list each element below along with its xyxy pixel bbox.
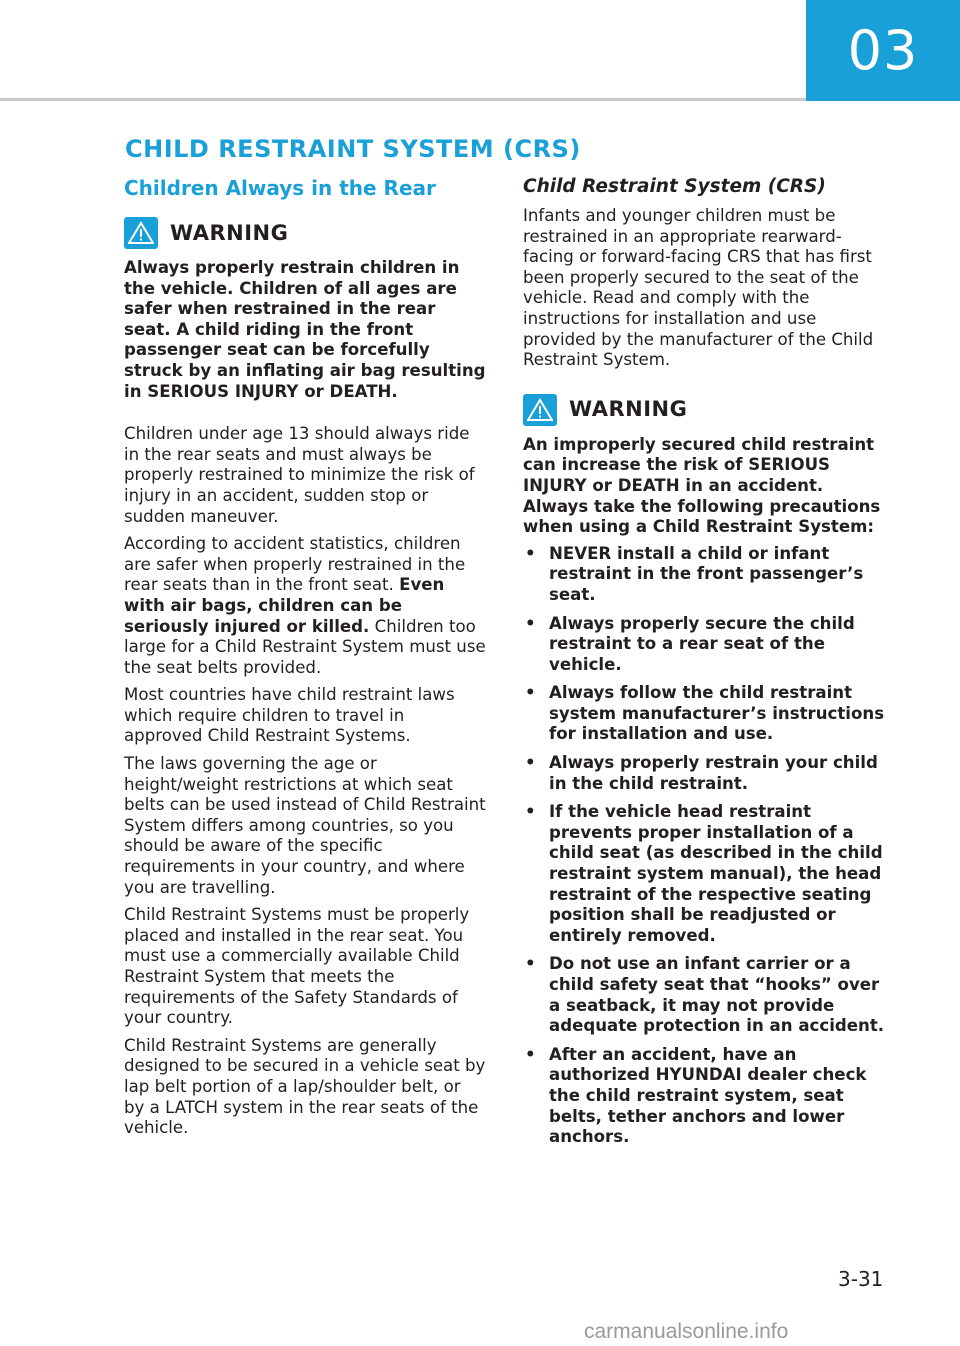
list-item-text: NEVER install a child or infant restraint in the front passenger’s seat.: [549, 543, 864, 604]
list-item: [523, 954, 885, 1036]
list-item-text: Do not use an infant carrier or a child safety seat that “hooks” over a seatback, it may not provide adequate protection in an accident.: [549, 954, 885, 1036]
paragraph-text: According to accident statistics, children are safer when properly restrained in the rear seats than in the front seat.: [124, 534, 466, 595]
list-item-text: Always properly secure the child restraint to a rear seat of the vehicle.: [549, 613, 855, 674]
page-number: 3-31: [838, 1267, 884, 1291]
list-item: [523, 544, 885, 606]
bullet-icon: •: [525, 753, 536, 773]
warning-text: Always properly restrain children in the vehicle. Children of all ages are safer when restrained in the rear seat. A child riding in the front passenger seat can be forcefully struck by an inflating air bag resulting in SERIOUS INJURY or DEATH.: [124, 258, 486, 401]
paragraph-text: Children too large for a Child Restraint System must use the seat belts provided.: [124, 616, 486, 677]
warning-triangle-icon: [124, 217, 158, 249]
bullet-icon: •: [525, 613, 536, 633]
children-rear-heading: Children Always in the Rear: [124, 176, 436, 200]
bullet-icon: •: [525, 1044, 536, 1064]
list-item: [523, 683, 885, 745]
chapter-number: 03: [847, 19, 919, 82]
paragraph: Most countries have child restraint laws which require children to travel in approved Child Restraint Systems.: [124, 685, 455, 746]
warning-triangle-icon: [523, 394, 557, 426]
warning-label: WARNING: [569, 397, 688, 422]
paragraph: Children under age 13 should always ride in the rear seats and must always be properly restrained to minimize the risk of injury in an accident, sudden stop or sudden maneuver.: [124, 424, 475, 526]
list-item: [523, 614, 885, 676]
bold-emphasis: Even with air bags, children can be seriously injured or killed.: [124, 575, 445, 636]
paragraph: The laws governing the age or height/weight restrictions at which seat belts can be used instead of Child Restraint System differs among countries, so you should be aware of the specific requirements in your country, and where you are travelling.: [124, 754, 486, 897]
list-item-text: Always follow the child restraint system manufacturer’s instructions for installation and use.: [549, 683, 885, 744]
crs-heading: Child Restraint System (CRS): [523, 176, 826, 197]
chapter-tab: [806, 0, 960, 101]
warning-header: [124, 216, 486, 250]
list-item: [523, 753, 885, 794]
warning-label: WARNING: [170, 220, 289, 245]
paragraph: Child Restraint Systems are generally designed to be secured in a vehicle seat by lap belt portion of a lap/shoulder belt, or by a LATCH system in the rear seats of the vehicle.: [124, 1035, 486, 1138]
crs-intro: Infants and younger children must be restrained in an appropriate rearward-facing or forward-facing CRS that has first been properly secured to the seat of the vehicle. Read and comply with the instructions for installation and use provided by the manufacturer of the Child Restraint System.: [523, 206, 874, 370]
right-column: [523, 172, 885, 1156]
warning-header: [523, 393, 885, 427]
warning-text: An improperly secured child restraint can increase the risk of SERIOUS INJURY or DEATH in an accident. Always take the following precautions when using a Child Restraint System:: [523, 434, 881, 537]
bullet-icon: •: [525, 683, 536, 703]
paragraph-accident-statistics: [124, 534, 486, 678]
precautions-list: [523, 544, 885, 1148]
bullet-icon: •: [525, 802, 536, 822]
list-item: [523, 1045, 885, 1148]
list-item-text: After an accident, have an authorized HYUNDAI dealer check the child restraint system, seat belts, tether anchors and lower anchors.: [549, 1044, 867, 1147]
bullet-icon: •: [525, 543, 536, 563]
header-rule: [0, 98, 806, 101]
section-title: CHILD RESTRAINT SYSTEM (CRS): [125, 135, 581, 163]
watermark: carmanualsonline.info: [584, 1320, 789, 1343]
paragraph: Child Restraint Systems must be properly placed and installed in the rear seat. You must use a commercially available Child Restraint System that meets the requirements of the Safety Standards of your country.: [124, 905, 470, 1028]
bullet-icon: •: [525, 954, 536, 974]
list-item-text: Always properly restrain your child in the child restraint.: [549, 753, 878, 793]
list-item-text: If the vehicle head restraint prevents proper installation of a child seat (as described in the child restraint system manual), the head restraint of the respective seating position shall be readjusted or entirely removed.: [549, 802, 883, 945]
list-item: [523, 802, 885, 946]
left-column: [124, 172, 486, 1146]
